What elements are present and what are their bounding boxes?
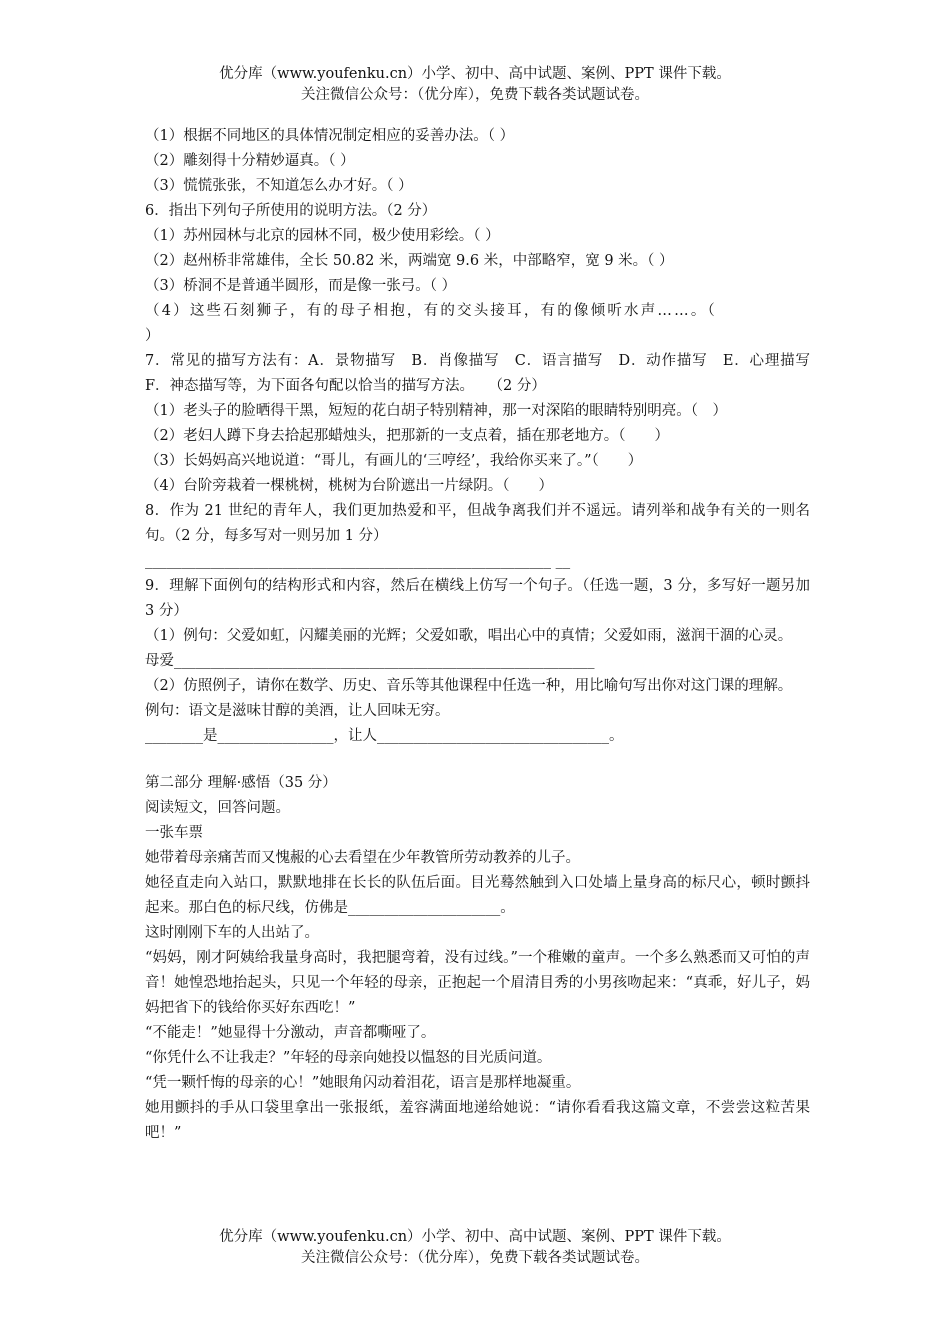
story-paragraph-4: “妈妈，刚才阿姨给我量身高时，我把腿弯着，没有过线。”一个稚嫩的童声。一个多么熟悉而又可怕的声音！她惶恐地抬起头，只见一个年轻的母亲，正抱起一个眉清目秀的小男孩吻起来：“真乖，好儿子，妈妈把省下的钱给你买好东西吃！” — [145, 950, 810, 1016]
q5-item-2: （2）雕刻得十分精妙逼真。（ ） — [145, 153, 355, 169]
q9-2-answer: ________是________________，让人________________________________。 — [145, 728, 624, 744]
story-paragraph-7: “凭一颗忏悔的母亲的心！”她眼角闪动着泪花，语言是那样地凝重。 — [145, 1075, 581, 1091]
q7-item-2: （2）老妇人蹲下身去拾起那蜡烛头，把那新的一支点着，插在那老地方。（ ） — [145, 428, 669, 444]
q9-title: 9．理解下面例句的结构形式和内容，然后在横线上仿写一个句子。（任选一题，3 分，多写好一题另加 3 分） — [145, 578, 810, 619]
q6-item-3: （3）桥洞不是普通半圆形，而是像一张弓。（ ） — [145, 278, 457, 294]
footer-line-2: 关注微信公众号：（优分库），免费下载各类试题试卷。 — [301, 1250, 649, 1266]
header-line-2: 关注微信公众号：（优分库），免费下载各类试题试卷。 — [301, 87, 649, 103]
document-body — [145, 124, 825, 1146]
page-header — [0, 64, 950, 106]
q6-item-4-close: ） — [145, 328, 160, 344]
story-title: 一张车票 — [145, 825, 203, 841]
q8-title: 8．作为 21 世纪的青年人，我们更加热爱和平，但战争离我们并不遥远。请列举和战争有关的一则名句。（2 分，每多写对一则另加 1 分） — [145, 503, 810, 544]
section2-heading: 第二部分 理解·感悟（35 分） — [145, 775, 337, 791]
header-line-1: 优分库（www.youfenku.cn）小学、初中、高中试题、案例、PPT 课件下载。 — [219, 66, 731, 82]
q6-item-2: （2）赵州桥非常雄伟，全长 50.82 米，两端宽 9.6 米，中部略窄，宽 9 米。（ ） — [145, 253, 674, 269]
reading-instruction: 阅读短文，回答问题。 — [145, 800, 290, 816]
footer-line-1: 优分库（www.youfenku.cn）小学、初中、高中试题、案例、PPT 课件下载。 — [219, 1229, 731, 1245]
story-paragraph-3: 这时刚刚下车的人出站了。 — [145, 925, 319, 941]
story-paragraph-5: “不能走！”她显得十分激动，声音都嘶哑了。 — [145, 1025, 436, 1041]
section-gap — [145, 749, 810, 771]
q6-title: 6．指出下列句子所使用的说明方法。（2 分） — [145, 203, 437, 219]
q9-2-prompt: （2）仿照例子，请你在数学、历史、音乐等其他课程中任选一种，用比喻句写出你对这门课的理解。 — [145, 678, 793, 694]
q7-title: 7．常见的描写方法有：A．景物描写 B．肖像描写 C．语言描写 D．动作描写 E．心理描写 F．神态描写等，为下面各句配以恰当的描写方法。 （2 分） — [145, 353, 825, 394]
story-paragraph-2: 她径直走向入站口，默默地排在长长的队伍后面。目光蓦然触到入口处墙上量身高的标尺心，顿时颤抖起来。那白色的标尺线，仿佛是_____________________。 — [145, 875, 810, 916]
q7-item-1: （1）老头子的脸晒得干黑，短短的花白胡子特别精神，那一对深陷的眼睛特别明亮。（ ） — [145, 403, 727, 419]
q6-item-4: （4）这些石刻狮子，有的母子相抱，有的交头接耳，有的像倾听水声……。（ — [145, 303, 717, 319]
q5-item-3: （3）慌慌张张，不知道怎么办才好。（ ） — [145, 178, 413, 194]
q7-item-4: （4）台阶旁栽着一棵桃树，桃树为台阶遮出一片绿阴。（ ） — [145, 478, 553, 494]
story-paragraph-1: 她带着母亲痛苦而又愧赧的心去看望在少年教管所劳动教养的儿子。 — [145, 850, 580, 866]
q9-2-example: 例句：语文是滋味甘醇的美酒，让人回味无穷。 — [145, 703, 450, 719]
story-paragraph-6: “你凭什么不让我走？”年轻的母亲向她投以愠怒的目光质问道。 — [145, 1050, 552, 1066]
page-footer — [0, 1227, 950, 1269]
q7-item-3: （3）长妈妈高兴地说道：“哥儿，有画儿的‘三哼经’，我给你买来了。”（ ） — [145, 453, 643, 469]
story-paragraph-8: 她用颤抖的手从口袋里拿出一张报纸，羞容满面地递给她说：“请你看看我这篇文章，不尝尝这粒苦果吧！” — [145, 1100, 810, 1141]
q8-answer-line: ________________________________________________________ __ — [145, 553, 571, 569]
q9-1-example: （1）例句：父爱如虹，闪耀美丽的光辉；父爱如歌，唱出心中的真情；父爱如雨，滋润干涸的心灵。 — [145, 628, 793, 644]
q5-item-1: （1）根据不同地区的具体情况制定相应的妥善办法。（ ） — [145, 128, 515, 144]
q6-item-1: （1）苏州园林与北京的园林不同，极少使用彩绘。（ ） — [145, 228, 500, 244]
q9-1-answer: 母爱__________________________________________________________ — [145, 653, 595, 669]
